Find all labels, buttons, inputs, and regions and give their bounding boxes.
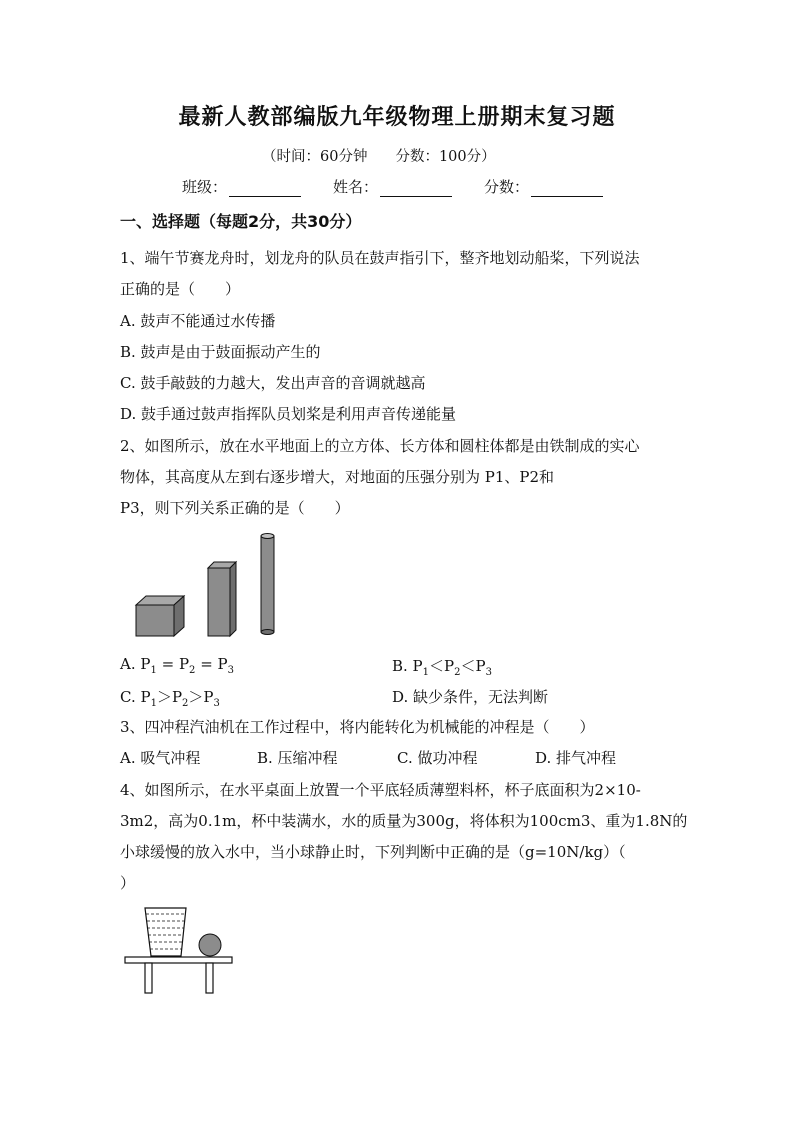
q3-option-d: D. 排气冲程 — [535, 749, 617, 767]
cylinder-shape — [261, 534, 274, 635]
q1-option-a: A. 鼓声不能通过水传播 — [120, 312, 276, 330]
q3-option-a: A. 吸气冲程 — [120, 749, 201, 767]
q2-figure — [128, 530, 288, 642]
q4-stem-line1: 4、如图所示，在水平桌面上放置一个平底轻质薄塑料杯，杯子底面积为2×10- — [120, 781, 641, 799]
q1-stem-line2: 正确的是（ ） — [120, 280, 241, 298]
class-label: 班级： — [182, 178, 228, 196]
q4-figure — [120, 900, 240, 996]
section-heading: 一、选择题（每题2分，共30分） — [120, 212, 362, 231]
cube-shape — [136, 596, 184, 636]
q1-option-d: D. 鼓手通过鼓声指挥队员划桨是利用声音传递能量 — [120, 405, 457, 423]
score-label: 分数： — [484, 178, 530, 196]
table-shape — [125, 957, 232, 993]
q2-option-c: C. $P_1>P_2>P_3$ — [120, 688, 220, 709]
cuboid-shape — [208, 562, 236, 636]
q2-option-b: B. $P_1<P_2<P_3$ — [392, 657, 492, 678]
name-field — [333, 176, 452, 197]
q3-stem: 3、四冲程汽油机在工作过程中，将内能转化为机械能的冲程是（ ） — [120, 718, 595, 736]
q4-stem-line2: 3m2，高为0.1m，杯中装满水，水的质量为300g，将体积为100cm3、重为1.8N的 — [120, 812, 688, 830]
score-field — [484, 176, 603, 197]
q2-option-a: A. $P_1 = P_2 = P_3$ — [120, 655, 234, 676]
q1-option-c: C. 鼓手敲鼓的力越大，发出声音的音调就越高 — [120, 374, 426, 392]
cup-shape — [145, 908, 186, 956]
exam-total-score: 分数：100分） — [395, 149, 496, 165]
q3-option-b: B. 压缩冲程 — [257, 749, 338, 767]
q2-option-d: D. 缺少条件，无法判断 — [392, 688, 549, 706]
q3-option-c: C. 做功冲程 — [397, 749, 478, 767]
q4-stem-line4: ） — [120, 874, 136, 892]
q1-stem-line1: 1、端午节赛龙舟时，划龙舟的队员在鼓声指引下，整齐地划动船桨，下列说法 — [120, 249, 640, 267]
q2-stem-line3: P3，则下列关系正确的是（ ） — [120, 499, 350, 517]
page-title: 最新人教部编版九年级物理上册期末复习题 — [178, 105, 616, 130]
score-blank[interactable] — [531, 180, 603, 197]
exam-meta — [262, 145, 524, 166]
ball-shape — [199, 934, 221, 956]
q3-options — [120, 747, 616, 768]
name-label: 姓名： — [333, 178, 379, 196]
student-info-row — [182, 176, 635, 197]
q2-stem-line2: 物体，其高度从左到右逐步增大，对地面的压强分别为 P1、P2和 — [120, 468, 555, 486]
name-blank[interactable] — [380, 180, 452, 197]
q2-stem-line1: 2、如图所示，放在水平地面上的立方体、长方体和圆柱体都是由铁制成的实心 — [120, 437, 640, 455]
q1-option-b: B. 鼓声是由于鼓面振动产生的 — [120, 343, 321, 361]
exam-time: （时间：60分钟 — [262, 149, 368, 165]
class-field — [182, 176, 301, 197]
q4-stem-line3: 小球缓慢的放入水中，当小球静止时，下列判断中正确的是（g=10N/kg）（ — [120, 843, 626, 861]
class-blank[interactable] — [229, 180, 301, 197]
